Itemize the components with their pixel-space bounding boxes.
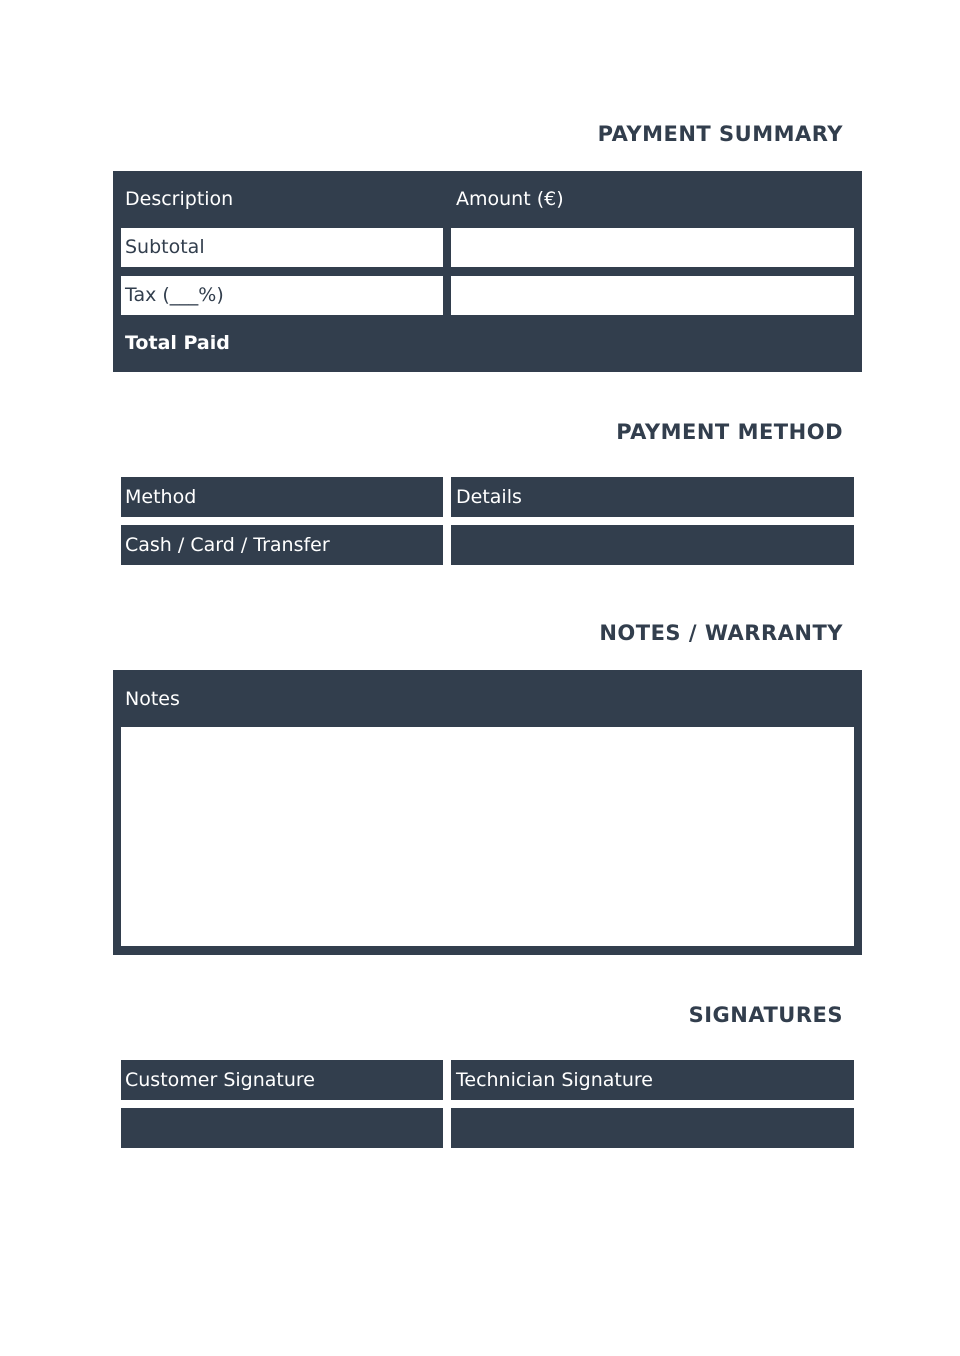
details-value-field[interactable] (451, 525, 854, 565)
tax-label-cell (121, 276, 443, 315)
header-description: Description (125, 188, 234, 210)
subtotal-label-cell (121, 228, 443, 267)
method-value: Cash / Card / Transfer (125, 534, 330, 556)
notes-title: NOTES / WARRANTY (599, 621, 843, 645)
payment-method-title: PAYMENT METHOD (616, 420, 843, 444)
payment-summary-title: PAYMENT SUMMARY (597, 122, 843, 146)
subtotal-label: Subtotal (125, 236, 205, 258)
tax-amount-field[interactable] (451, 276, 854, 315)
customer-signature-field[interactable] (121, 1108, 443, 1148)
total-paid-label: Total Paid (125, 332, 230, 354)
technician-signature-field[interactable] (451, 1108, 854, 1148)
details-header-cell (451, 477, 854, 517)
tax-label: Tax (___%) (125, 284, 224, 306)
customer-signature-header-cell (121, 1060, 443, 1100)
payment-summary-table (113, 171, 862, 372)
customer-signature-label: Customer Signature (125, 1069, 315, 1091)
header-amount: Amount (€) (456, 188, 564, 210)
technician-signature-header-cell (451, 1060, 854, 1100)
subtotal-amount-field[interactable] (451, 228, 854, 267)
notes-box (113, 670, 862, 955)
notes-header: Notes (125, 688, 180, 710)
notes-textarea[interactable] (121, 727, 854, 946)
method-header: Method (125, 486, 197, 508)
details-header: Details (456, 486, 522, 508)
technician-signature-label: Technician Signature (456, 1069, 653, 1091)
signatures-title: SIGNATURES (688, 1003, 843, 1027)
method-header-cell (121, 477, 443, 517)
method-value-cell (121, 525, 443, 565)
